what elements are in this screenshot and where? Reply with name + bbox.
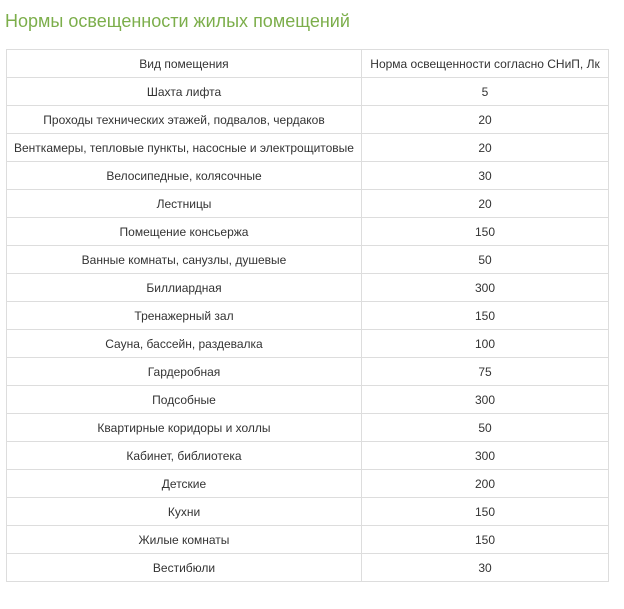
illumination-norm-cell: 150 (362, 498, 609, 526)
table-row (7, 470, 609, 498)
table-header-row (7, 50, 609, 78)
room-type-cell: Подсобные (7, 386, 362, 414)
room-type-cell: Жилые комнаты (7, 526, 362, 554)
table-row (7, 526, 609, 554)
room-type-cell: Детские (7, 470, 362, 498)
illumination-norm-cell: 150 (362, 218, 609, 246)
illumination-norm-cell: 150 (362, 526, 609, 554)
illumination-norm-cell: 300 (362, 442, 609, 470)
room-type-cell: Кабинет, библиотека (7, 442, 362, 470)
illumination-norm-cell: 300 (362, 386, 609, 414)
table-row (7, 330, 609, 358)
illumination-norm-cell: 75 (362, 358, 609, 386)
illumination-norm-cell: 50 (362, 246, 609, 274)
room-type-cell: Сауна, бассейн, раздевалка (7, 330, 362, 358)
header-illumination-norm: Норма освещенности согласно СНиП, Лк (362, 50, 609, 78)
table-row (7, 106, 609, 134)
room-type-cell: Лестницы (7, 190, 362, 218)
illumination-norm-cell: 100 (362, 330, 609, 358)
room-type-cell: Тренажерный зал (7, 302, 362, 330)
room-type-cell: Гардеробная (7, 358, 362, 386)
illumination-norm-cell: 20 (362, 190, 609, 218)
illumination-norm-cell: 50 (362, 414, 609, 442)
room-type-cell: Венткамеры, тепловые пункты, насосные и электрощитовые (7, 134, 362, 162)
room-type-cell: Вестибюли (7, 554, 362, 582)
room-type-cell: Квартирные коридоры и холлы (7, 414, 362, 442)
room-type-cell: Кухни (7, 498, 362, 526)
table-row (7, 358, 609, 386)
table-row (7, 274, 609, 302)
table-row (7, 78, 609, 106)
room-type-cell: Помещение консьержа (7, 218, 362, 246)
header-room-type: Вид помещения (7, 50, 362, 78)
table-row (7, 442, 609, 470)
room-type-cell: Проходы технических этажей, подвалов, чердаков (7, 106, 362, 134)
room-type-cell: Шахта лифта (7, 78, 362, 106)
table-row (7, 246, 609, 274)
table-row (7, 134, 609, 162)
table-row (7, 386, 609, 414)
illumination-norm-cell: 300 (362, 274, 609, 302)
table-row (7, 218, 609, 246)
room-type-cell: Ванные комнаты, санузлы, душевые (7, 246, 362, 274)
room-type-cell: Велосипедные, колясочные (7, 162, 362, 190)
illumination-norm-cell: 20 (362, 134, 609, 162)
illumination-norm-cell: 30 (362, 554, 609, 582)
illumination-norm-cell: 30 (362, 162, 609, 190)
table-row (7, 498, 609, 526)
table-row (7, 302, 609, 330)
illumination-norm-cell: 150 (362, 302, 609, 330)
table-row (7, 554, 609, 582)
illumination-norm-cell: 5 (362, 78, 609, 106)
table-body (7, 78, 609, 582)
room-type-cell: Биллиардная (7, 274, 362, 302)
table-row (7, 190, 609, 218)
page-title: Нормы освещенности жилых помещений (5, 11, 350, 31)
table-row (7, 414, 609, 442)
table-row (7, 162, 609, 190)
illumination-norm-cell: 200 (362, 470, 609, 498)
illumination-norm-cell: 20 (362, 106, 609, 134)
illumination-norms-table (6, 49, 609, 582)
